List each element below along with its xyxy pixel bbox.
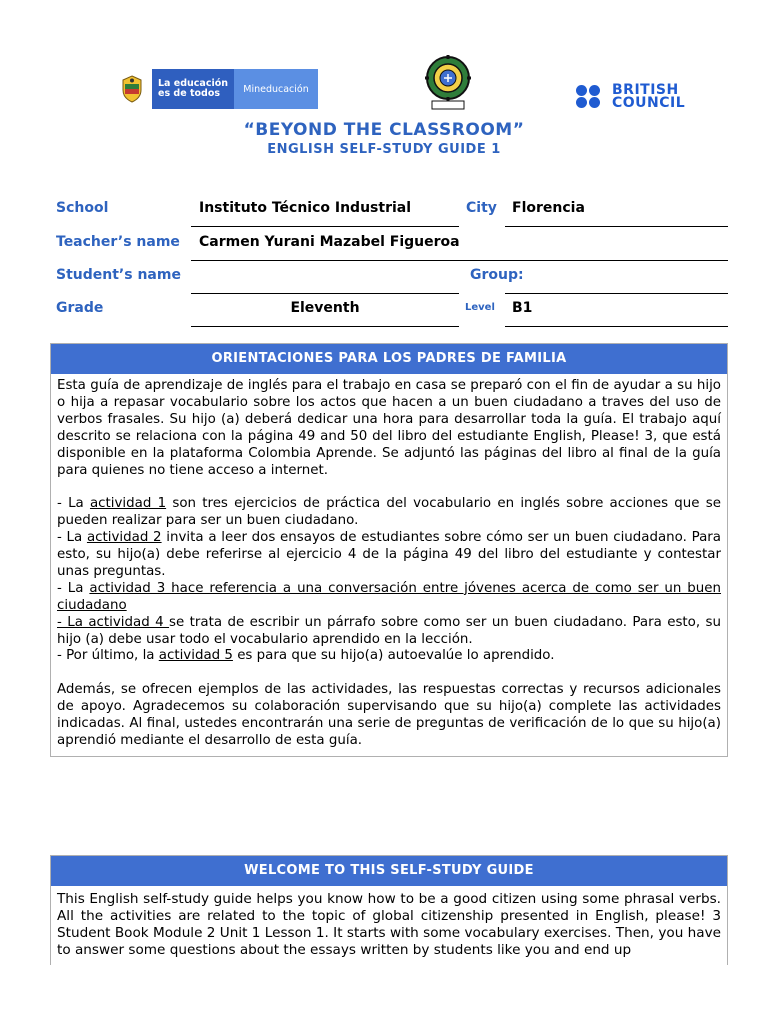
activity-5-text: es para que su hijo(a) autoevalúe lo aprendido. xyxy=(232,648,555,664)
student-label: Student’s name xyxy=(56,267,181,283)
activity-5-item xyxy=(57,648,721,665)
level-value: B1 xyxy=(512,300,533,316)
activity-5-link[interactable]: actividad 5 xyxy=(158,648,233,664)
parents-guidance-heading: ORIENTACIONES PARA LOS PADRES DE FAMILIA xyxy=(51,344,727,374)
activity-1-item xyxy=(57,496,721,530)
page-title: “BEYOND THE CLASSROOM” xyxy=(243,120,525,140)
parents-closing-2: de apoyo. Agradecemos su colaboración supervisando que su hijo(a) complete las actividades indicadas. Al final, ustedes encontrarán una serie de preguntas de verificación de lo que su hijo(a) aprendió mediante el desarrollo de esta guía. xyxy=(57,699,721,748)
activity-3-link[interactable]: actividad 3 hace referencia a una conversación entre jóvenes acerca de como ser un buen ciudadano xyxy=(57,580,722,613)
grade-underline xyxy=(191,326,459,327)
slogan-line-2: es de todos xyxy=(158,88,221,99)
activity-2-prefix: - La xyxy=(57,530,87,546)
mineducacion-slogan xyxy=(152,69,234,109)
teacher-label: Teacher’s name xyxy=(56,234,180,250)
teacher-value: Carmen Yurani Mazabel Figueroa xyxy=(199,234,460,250)
page-subtitle: ENGLISH SELF-STUDY GUIDE 1 xyxy=(267,142,501,157)
student-underline[interactable] xyxy=(191,293,459,294)
group-label: Group: xyxy=(470,267,524,283)
british-council-wordmark xyxy=(612,84,685,110)
colombia-crest-icon xyxy=(112,69,152,109)
activity-1-link[interactable]: actividad 1 xyxy=(89,496,167,512)
grade-value: Eleventh xyxy=(290,300,360,316)
school-value: Instituto Técnico Industrial xyxy=(199,200,412,216)
parents-closing-1: Además, se ofrecen ejemplos de las actividades, las respuestas correctas y recursos adicionales xyxy=(57,682,721,698)
city-label: City xyxy=(466,200,497,216)
grade-label: Grade xyxy=(56,300,104,316)
bc-line-1: BRITISH xyxy=(612,82,679,98)
bc-line-2: COUNCIL xyxy=(612,95,686,111)
teacher-underline xyxy=(191,260,728,261)
activity-3-prefix: - La xyxy=(57,580,90,596)
city-underline xyxy=(505,226,728,227)
activity-1-text: son tres ejercicios de práctica del vocabulario en inglés sobre acciones que se pueden realizar para ser un buen ciudadano. xyxy=(57,496,721,529)
welcome-box xyxy=(50,855,728,965)
group-underline[interactable] xyxy=(505,293,728,294)
school-label: School xyxy=(56,200,109,216)
parents-guidance-body xyxy=(51,374,727,756)
level-underline xyxy=(505,326,728,327)
welcome-body: This English self-study guide helps you know how to be a good citizen using some phrasal verbs. All the activities are related to the topic of global citizenship presented in English, please! 3 Student Book Module 2 Unit 1 Lesson 1. It starts with some vocabulary exercises. Then, you have to answer some questions about the essays written by students like you and end up xyxy=(57,891,721,958)
activity-4-item xyxy=(57,615,721,649)
school-seal-logo xyxy=(423,54,473,112)
city-value: Florencia xyxy=(512,200,585,216)
activity-2-text: invita a leer dos ensayos de estudiantes sobre cómo ser un buen ciudadano. Para esto, su hijo(a) debe referirse al ejercicio 4 de la página 49 del libro del estudiante y contestar unas preguntas. xyxy=(57,530,721,579)
level-label: Level xyxy=(465,302,495,313)
mineducacion-label: Mineducación xyxy=(234,69,318,109)
activity-4-link[interactable]: - La actividad 4 xyxy=(57,614,170,630)
slogan-line-1: La educación xyxy=(158,78,228,89)
activity-2-item xyxy=(57,530,721,581)
activity-3-item xyxy=(57,581,721,615)
welcome-heading: WELCOME TO THIS SELF-STUDY GUIDE xyxy=(51,856,727,886)
school-underline xyxy=(191,226,459,227)
activity-1-prefix: - La xyxy=(57,496,90,512)
activity-2-link[interactable]: actividad 2 xyxy=(86,530,162,546)
parents-intro: Esta guía de aprendizaje de inglés para el trabajo en casa se preparó con el fin de ayudar a su hijo o hija a repasar vocabulario sobre los actos que hacen a un buen ciudadano a traves del uso de verbos frasales. Su hijo (a) deberá dedicar una hora para desarrollar toda la guía. El trabajo aquí descrito se relaciona con la página 49 and 50 del libro del estudiante English, Please! 3, que está disponible en la plataforma Colombia Aprende. Se adjuntó las páginas del libro al final de la guía para quienes no tiene acceso a internet. xyxy=(57,378,721,478)
parents-guidance-box xyxy=(50,343,728,757)
british-council-dots-icon xyxy=(576,85,606,109)
activity-5-prefix: - Por último, la xyxy=(57,648,159,664)
british-council-logo xyxy=(576,84,685,110)
activity-4-text: se trata de escribir un párrafo sobre como ser un buen ciudadano. Para esto, su hijo (a) debe usar todo el vocabulario aprendido en la lección. xyxy=(57,614,721,647)
mineducacion-logo xyxy=(112,69,318,109)
